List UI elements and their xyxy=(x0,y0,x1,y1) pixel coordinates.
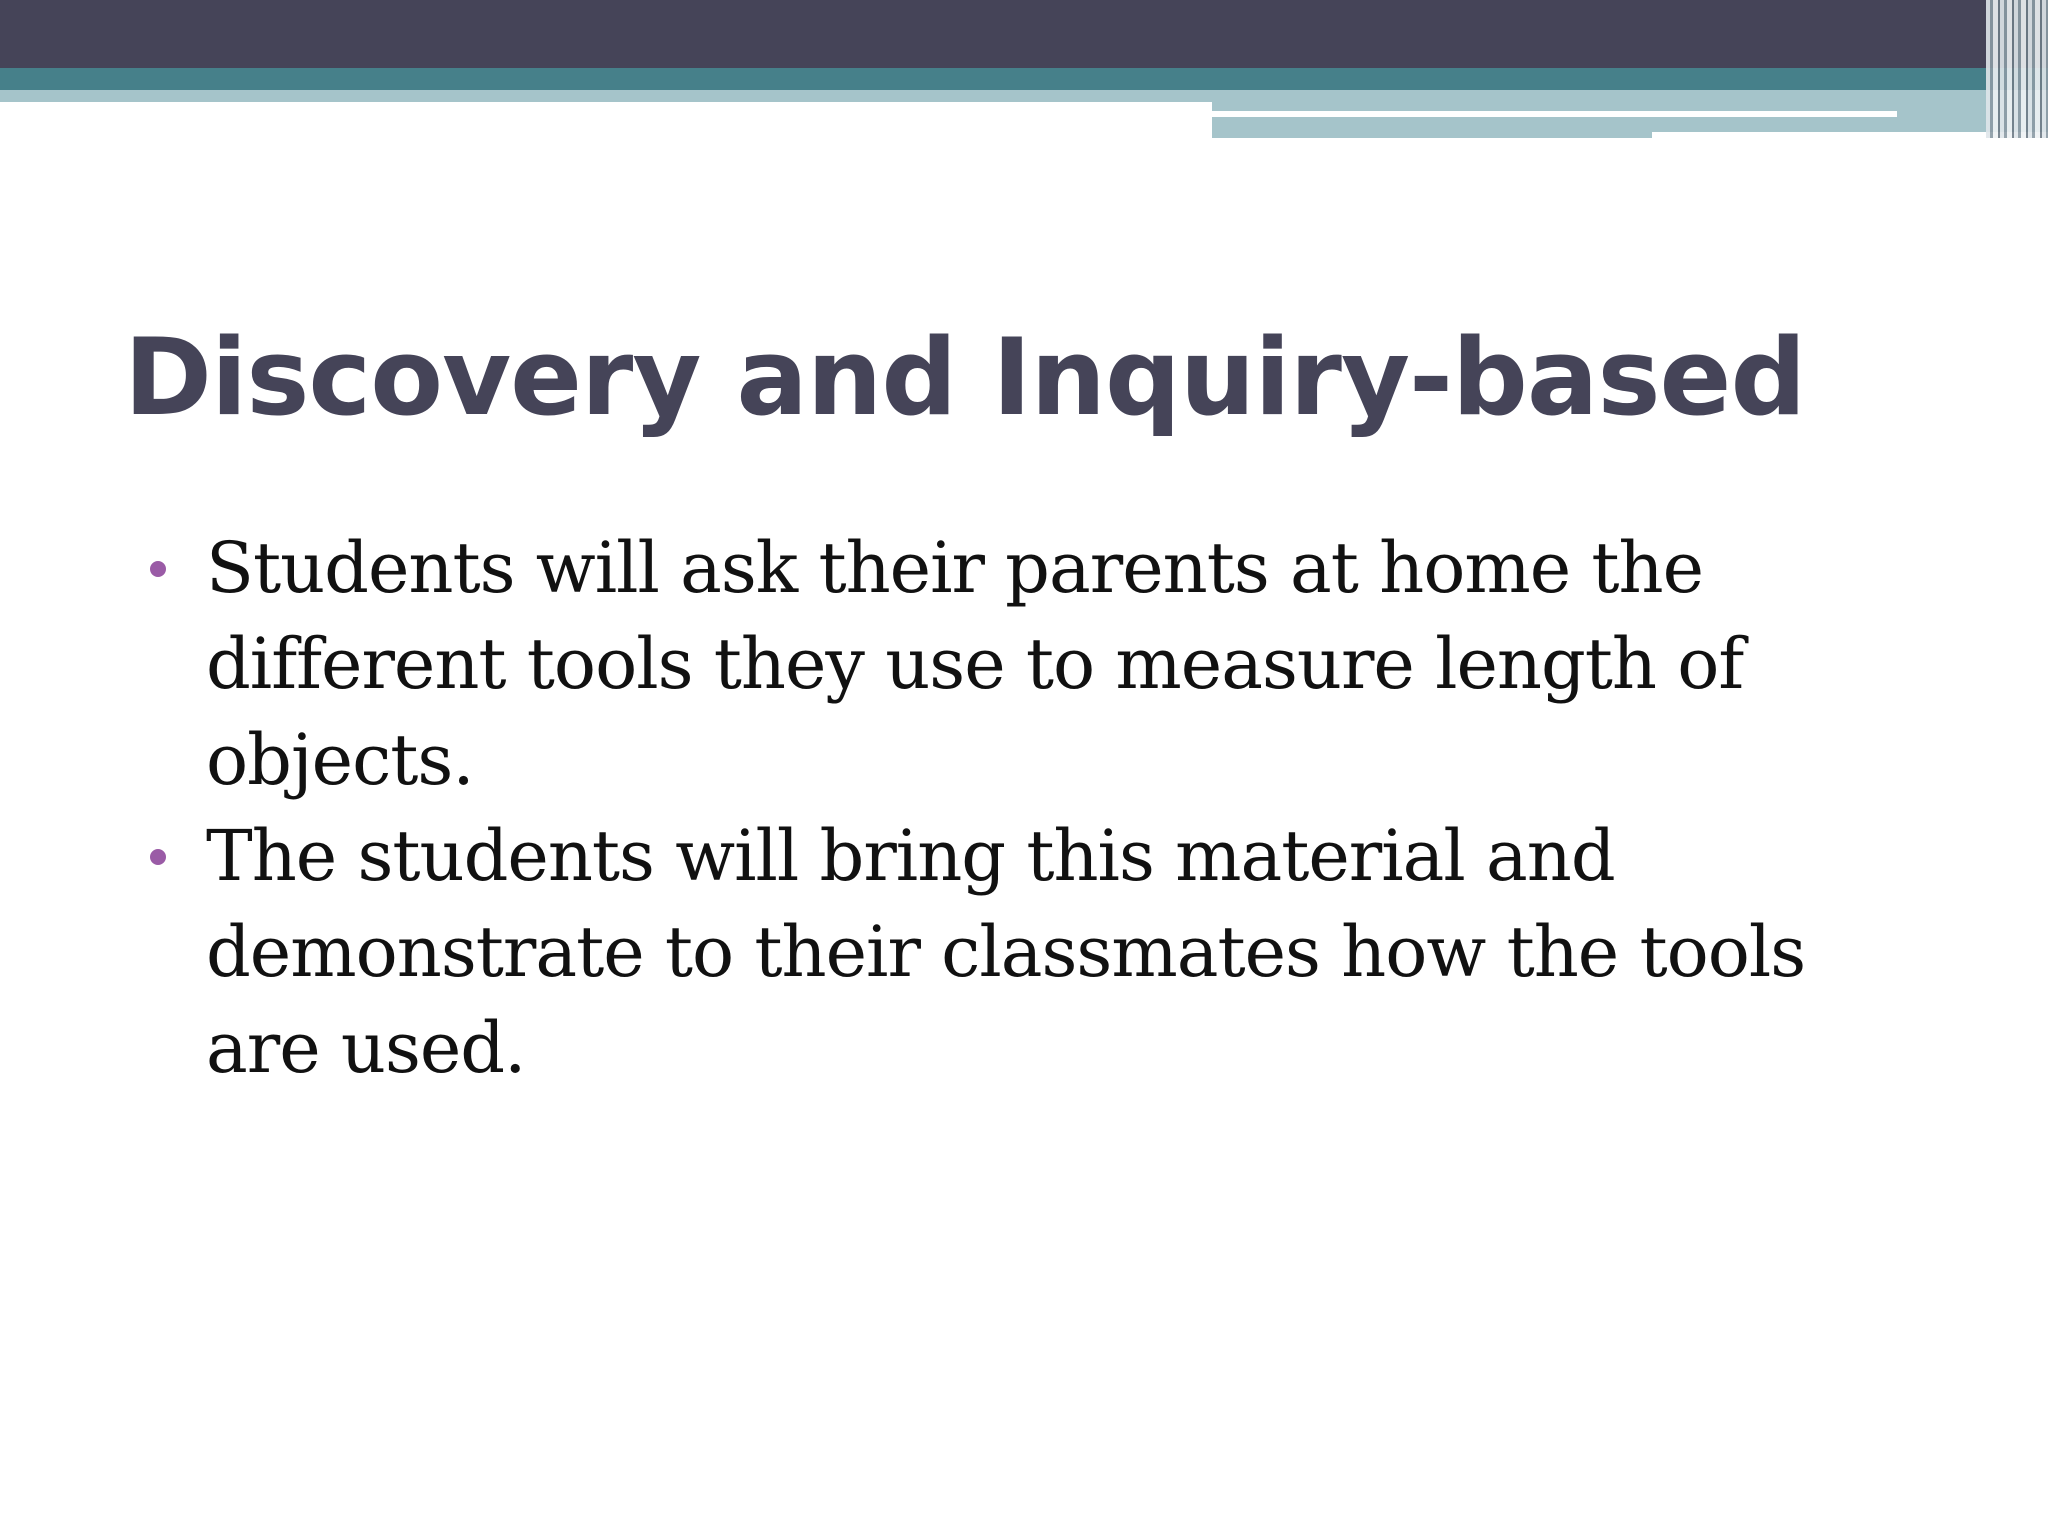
bullet-text: Students will ask their parents at home the different tools they use to measure length of objects. xyxy=(206,527,1744,801)
bullet-list xyxy=(140,520,1900,1096)
slide-title: Discovery and Inquiry-based xyxy=(124,316,1806,439)
bullet-item xyxy=(140,520,1900,808)
header-band-light xyxy=(0,90,1212,102)
header-band-teal xyxy=(0,68,2048,90)
header-edge-stripes xyxy=(1986,0,2048,138)
bullet-item xyxy=(140,808,1900,1096)
bullet-dot-icon xyxy=(150,561,166,577)
bullet-text: The students will bring this material and demonstrate to their classmates how the tools are used. xyxy=(206,815,1806,1089)
header-band-dark xyxy=(0,0,2048,68)
header-accent-line xyxy=(1212,111,1897,117)
bullet-dot-icon xyxy=(150,849,166,865)
